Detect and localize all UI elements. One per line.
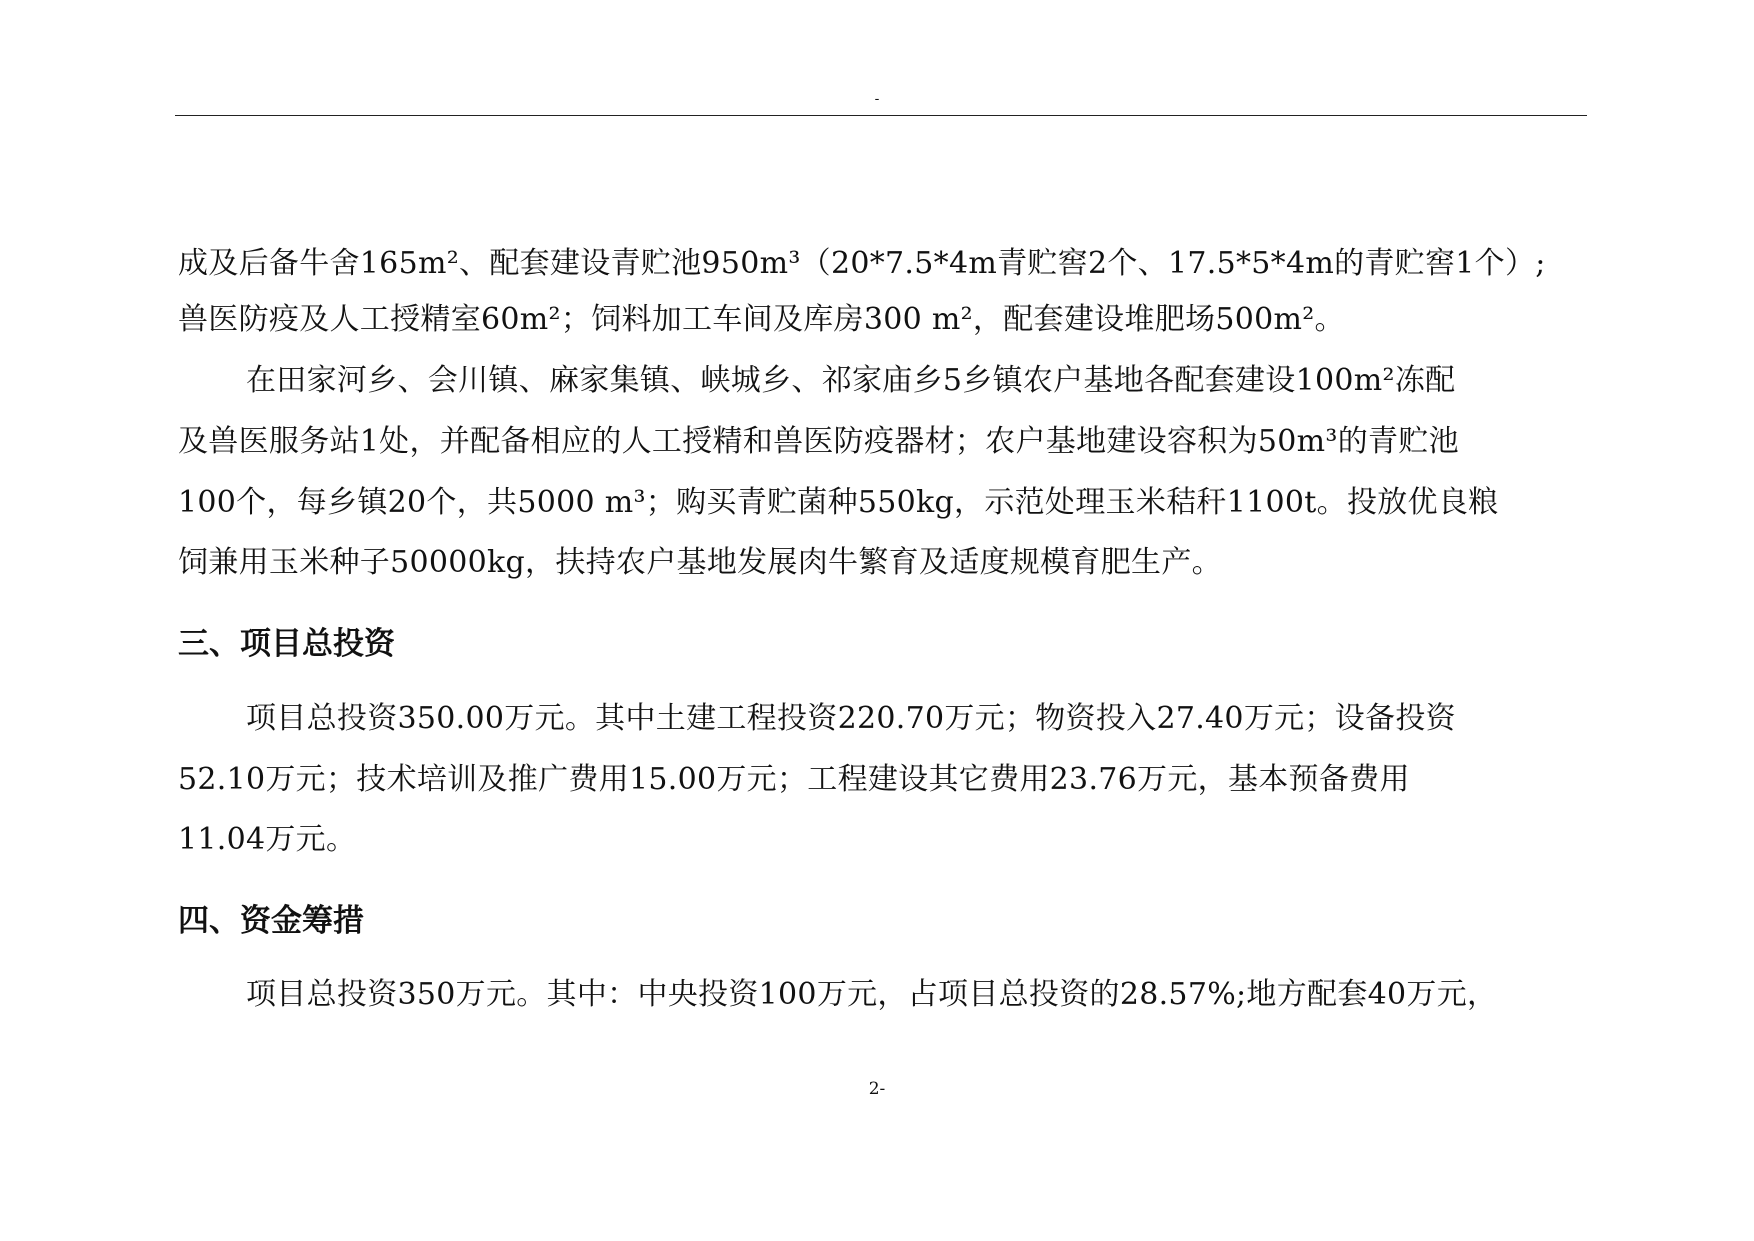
section-3-line-3: 11.04万元。 <box>178 822 357 857</box>
paragraph-2-line-1: 在田家河乡、会川镇、麻家集镇、峡城乡、祁家庙乡5乡镇农户基地各配套建设100m²冻配 <box>246 363 1456 398</box>
section-4-heading: 四、资金筹措 <box>178 903 364 939</box>
section-3-line-1: 项目总投资350.00万元。其中土建工程投资220.70万元；物资投入27.40万元；设备投资 <box>246 701 1456 736</box>
header-mark: - <box>874 91 880 107</box>
paragraph-2-line-4: 饲兼用玉米种子50000kg，扶持农户基地发展肉牛繁育及适度规模育肥生产。 <box>178 545 1222 580</box>
paragraph-2-line-2: 及兽医服务站1处，并配备相应的人工授精和兽医防疫器材；农户基地建设容积为50m³的青贮池 <box>178 424 1459 459</box>
paragraph-2-line-3: 100个，每乡镇20个，共5000 m³；购买青贮菌种550kg，示范处理玉米秸秆1100t。投放优良粮 <box>178 485 1499 520</box>
header-divider <box>175 115 1587 116</box>
paragraph-1-line-1: 成及后备牛舍165m²、配套建设青贮池950m³（20*7.5*4m青贮窖2个、17.5*5*4m的青贮窖1个）; <box>178 246 1546 281</box>
section-3-heading: 三、项目总投资 <box>178 626 395 662</box>
section-4-line-1: 项目总投资350万元。其中：中央投资100万元，占项目总投资的28.57%;地方配套40万元， <box>246 977 1498 1012</box>
section-3-line-2: 52.10万元；技术培训及推广费用15.00万元；工程建设其它费用23.76万元，基本预备费用 <box>178 762 1410 797</box>
paragraph-1-line-2: 兽医防疫及人工授精室60m²；饲料加工车间及库房300 m²，配套建设堆肥场500m²。 <box>178 302 1345 337</box>
page-number: 2- <box>868 1079 886 1099</box>
